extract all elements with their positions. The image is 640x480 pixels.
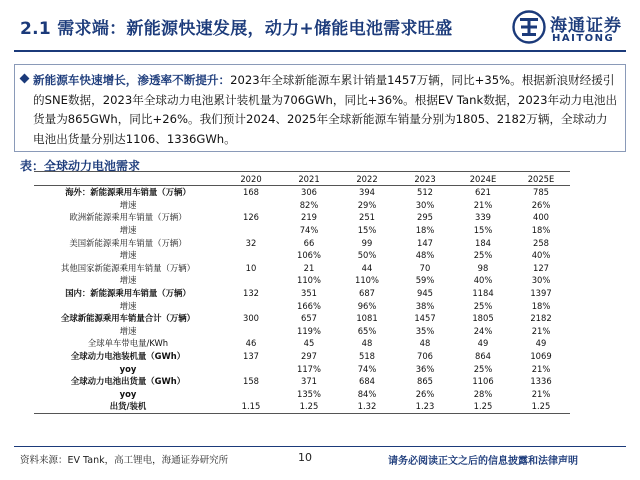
table-cell: 2182 xyxy=(530,313,552,324)
table-cell: 18% xyxy=(531,225,551,236)
table-cell xyxy=(222,325,280,338)
table-cell: 49 xyxy=(535,338,547,349)
table-cell: 49 xyxy=(477,338,489,349)
table-cell: 1.23 xyxy=(396,400,454,413)
table-row xyxy=(34,262,570,275)
table-cell: 127 xyxy=(533,262,549,273)
table-cell: 29% xyxy=(357,199,377,210)
table-cell: 44 xyxy=(361,262,373,273)
table-cell: 21% xyxy=(531,325,551,336)
column-header: 2025E xyxy=(512,172,570,186)
row-label: 美国新能源乘用车销量（万辆） xyxy=(69,237,187,248)
table-cell: 300 xyxy=(243,313,259,324)
table-cell: 1081 xyxy=(356,313,378,324)
table-cell: 1397 xyxy=(530,288,552,299)
table-cell: 106% xyxy=(297,250,321,261)
table-cell: 40% xyxy=(531,250,551,261)
table-cell: 657 xyxy=(301,313,317,324)
table-row xyxy=(34,274,570,287)
table-cell: 110% xyxy=(297,275,321,286)
table-cell xyxy=(222,274,280,287)
table-row xyxy=(34,186,570,199)
table-cell: 21% xyxy=(531,388,551,399)
table-row xyxy=(34,211,570,224)
row-label: 出货/装机 xyxy=(34,400,222,413)
column-header: 2023 xyxy=(396,172,454,186)
summary-text xyxy=(33,71,619,149)
table-cell: 684 xyxy=(359,376,375,387)
summary-box xyxy=(14,64,626,152)
logo-chinese-name: 海通证券 xyxy=(550,16,622,36)
table-cell: 98 xyxy=(477,262,489,273)
table-cell: 400 xyxy=(533,212,549,223)
table-cell: 1106 xyxy=(472,376,494,387)
table-cell: 21 xyxy=(303,262,315,273)
table-cell: 40% xyxy=(473,275,493,286)
column-header: 2021 xyxy=(280,172,338,186)
table-cell: 30% xyxy=(531,275,551,286)
table-cell: 66 xyxy=(303,237,315,248)
row-label: 海外：新能源乘用车销量（万辆） xyxy=(65,187,191,198)
table-cell: 147 xyxy=(417,237,433,248)
table-cell: 26% xyxy=(415,388,435,399)
table-cell: 158 xyxy=(243,376,259,387)
summary-lead: 新能源车快速增长，渗透率不断提升： xyxy=(33,73,231,87)
table-cell: 1.32 xyxy=(338,400,396,413)
table-cell: 15% xyxy=(357,225,377,236)
table-cell: 306 xyxy=(301,187,317,198)
table-cell xyxy=(222,199,280,212)
table-row xyxy=(34,287,570,300)
table-cell xyxy=(222,362,280,375)
table-row xyxy=(34,236,570,249)
table-cell: 297 xyxy=(301,351,317,362)
table-cell: 1457 xyxy=(414,313,436,324)
column-header: 2020 xyxy=(222,172,280,186)
table-cell: 1805 xyxy=(472,313,494,324)
table-cell: 137 xyxy=(243,351,259,362)
haitong-logo xyxy=(512,8,634,52)
table-cell: 21% xyxy=(531,363,551,374)
table-cell: 339 xyxy=(475,212,491,223)
table-cell: 687 xyxy=(359,288,375,299)
table-cell: 10 xyxy=(245,262,257,273)
footer-divider xyxy=(14,446,626,447)
table-cell xyxy=(222,224,280,237)
row-label: 增速 xyxy=(119,300,137,311)
table-cell: 512 xyxy=(417,187,433,198)
table-cell: 26% xyxy=(531,199,551,210)
table-cell xyxy=(222,388,280,401)
table-cell: 48% xyxy=(415,250,435,261)
table-cell: 184 xyxy=(475,237,491,248)
table-cell: 351 xyxy=(301,288,317,299)
table-cell: 84% xyxy=(357,388,377,399)
table-cell: 394 xyxy=(359,187,375,198)
row-label: 全球单车带电量/KWh xyxy=(87,338,169,349)
column-header: 2022 xyxy=(338,172,396,186)
table-cell xyxy=(222,299,280,312)
row-label: 全球新能源乘用车销量合计（万辆） xyxy=(61,313,195,324)
table-cell: 864 xyxy=(475,351,491,362)
table-row xyxy=(34,299,570,312)
table-cell: 295 xyxy=(417,212,433,223)
header-divider xyxy=(14,50,626,52)
table-cell: 168 xyxy=(243,187,259,198)
table-cell: 621 xyxy=(475,187,491,198)
table-cell: 865 xyxy=(417,376,433,387)
table-cell: 32 xyxy=(245,237,257,248)
table-cell: 371 xyxy=(301,376,317,387)
row-label: 增速 xyxy=(119,225,137,236)
table-cell: 1.25 xyxy=(454,400,512,413)
table-caption: 表：全球动力电池需求 xyxy=(20,159,141,173)
table-row xyxy=(34,199,570,212)
table-cell xyxy=(222,249,280,262)
table-row xyxy=(34,325,570,338)
table-cell: 28% xyxy=(473,388,493,399)
table-row xyxy=(34,362,570,375)
table-cell: 110% xyxy=(355,275,379,286)
table-cell: 126 xyxy=(243,212,259,223)
table-cell: 219 xyxy=(301,212,317,223)
table-cell: 117% xyxy=(297,363,321,374)
table-cell: 25% xyxy=(473,300,493,311)
table-cell: 25% xyxy=(473,250,493,261)
page-number: 10 xyxy=(298,451,312,464)
table-cell: 1.25 xyxy=(512,400,570,413)
table-row xyxy=(34,400,570,413)
table-cell: 1.25 xyxy=(280,400,338,413)
table-row xyxy=(34,312,570,325)
table-cell: 45 xyxy=(303,338,315,349)
table-cell: 35% xyxy=(415,325,435,336)
table-cell: 15% xyxy=(473,225,493,236)
table-row xyxy=(34,388,570,401)
table-cell: 74% xyxy=(357,363,377,374)
row-label: 全球动力电池出货量（GWh） xyxy=(70,376,186,387)
table-cell: 59% xyxy=(415,275,435,286)
table-cell: 1069 xyxy=(530,351,552,362)
row-label: 增速 xyxy=(119,250,137,261)
table-cell: 518 xyxy=(359,351,375,362)
table-cell: 96% xyxy=(357,300,377,311)
table-cell: 166% xyxy=(297,300,321,311)
row-label: 欧洲新能源乘用车销量（万辆） xyxy=(69,212,187,223)
row-label: 增速 xyxy=(119,275,137,286)
battery-demand-table xyxy=(34,171,570,414)
row-label: 其他国家新能源乘用车销量（万辆） xyxy=(61,262,195,273)
summary-body: 2023年全球新能源车累计销量1457万辆，同比+35%。根据新浪财经援引的SNE数据，2023年全球动力电池累计装机量为706GWh，同比+36%。根据EV Tank数据，2023年动力电池出货量为865GWh，同比+26%。我们预计2024、2025年全球新能源车销量分别为1805、2182万辆，全球动力电池出货量分别达1106、1336GWh。 xyxy=(33,73,618,146)
table-cell: 132 xyxy=(243,288,259,299)
row-label: 国内：新能源乘用车销量（万辆） xyxy=(65,288,191,299)
column-header: 2024E xyxy=(454,172,512,186)
table-cell: 99 xyxy=(361,237,373,248)
table-cell: 74% xyxy=(299,225,319,236)
table-cell: 36% xyxy=(415,363,435,374)
table-cell: 706 xyxy=(417,351,433,362)
table-cell: 1184 xyxy=(472,288,494,299)
table-cell: 1.15 xyxy=(222,400,280,413)
table-cell: 30% xyxy=(415,199,435,210)
row-label: yoy xyxy=(119,363,137,374)
table-cell: 70 xyxy=(419,262,431,273)
table-cell: 945 xyxy=(417,288,433,299)
table-cell: 48 xyxy=(419,338,431,349)
table-cell: 785 xyxy=(533,187,549,198)
source-note: 资料来源：EV Tank，高工锂电，海通证券研究所 xyxy=(20,455,229,466)
table-cell: 65% xyxy=(357,325,377,336)
row-label: 增速 xyxy=(119,325,137,336)
table-row xyxy=(34,249,570,262)
bullet-diamond-icon xyxy=(20,74,30,84)
table-cell: 1336 xyxy=(530,376,552,387)
row-label: 全球动力电池装机量（GWh） xyxy=(70,351,186,362)
column-header xyxy=(34,172,222,186)
page-title: 2.1 需求端：新能源快速发展，动力+储能电池需求旺盛 xyxy=(20,19,453,39)
table-cell: 18% xyxy=(531,300,551,311)
table-cell: 21% xyxy=(473,199,493,210)
table-cell: 82% xyxy=(299,199,319,210)
disclaimer-note: 请务必阅读正文之后的信息披露和法律声明 xyxy=(388,456,578,467)
logo-english-name: HAITONG xyxy=(552,33,615,44)
table-cell: 25% xyxy=(473,363,493,374)
table-row xyxy=(34,337,570,350)
table-cell: 18% xyxy=(415,225,435,236)
row-label: yoy xyxy=(119,388,137,399)
row-label: 增速 xyxy=(119,199,137,210)
table-cell: 46 xyxy=(245,338,257,349)
table-row xyxy=(34,350,570,363)
table-cell: 50% xyxy=(357,250,377,261)
table-body xyxy=(34,186,570,414)
table-row xyxy=(34,224,570,237)
table-cell: 24% xyxy=(473,325,493,336)
table-cell: 251 xyxy=(359,212,375,223)
haitong-emblem-icon xyxy=(512,10,546,44)
table-cell: 258 xyxy=(533,237,549,248)
table-cell: 135% xyxy=(297,388,321,399)
table-cell: 119% xyxy=(297,325,321,336)
table-cell: 48 xyxy=(361,338,373,349)
table-row xyxy=(34,375,570,388)
table-cell: 38% xyxy=(415,300,435,311)
table-header-row xyxy=(34,172,570,186)
